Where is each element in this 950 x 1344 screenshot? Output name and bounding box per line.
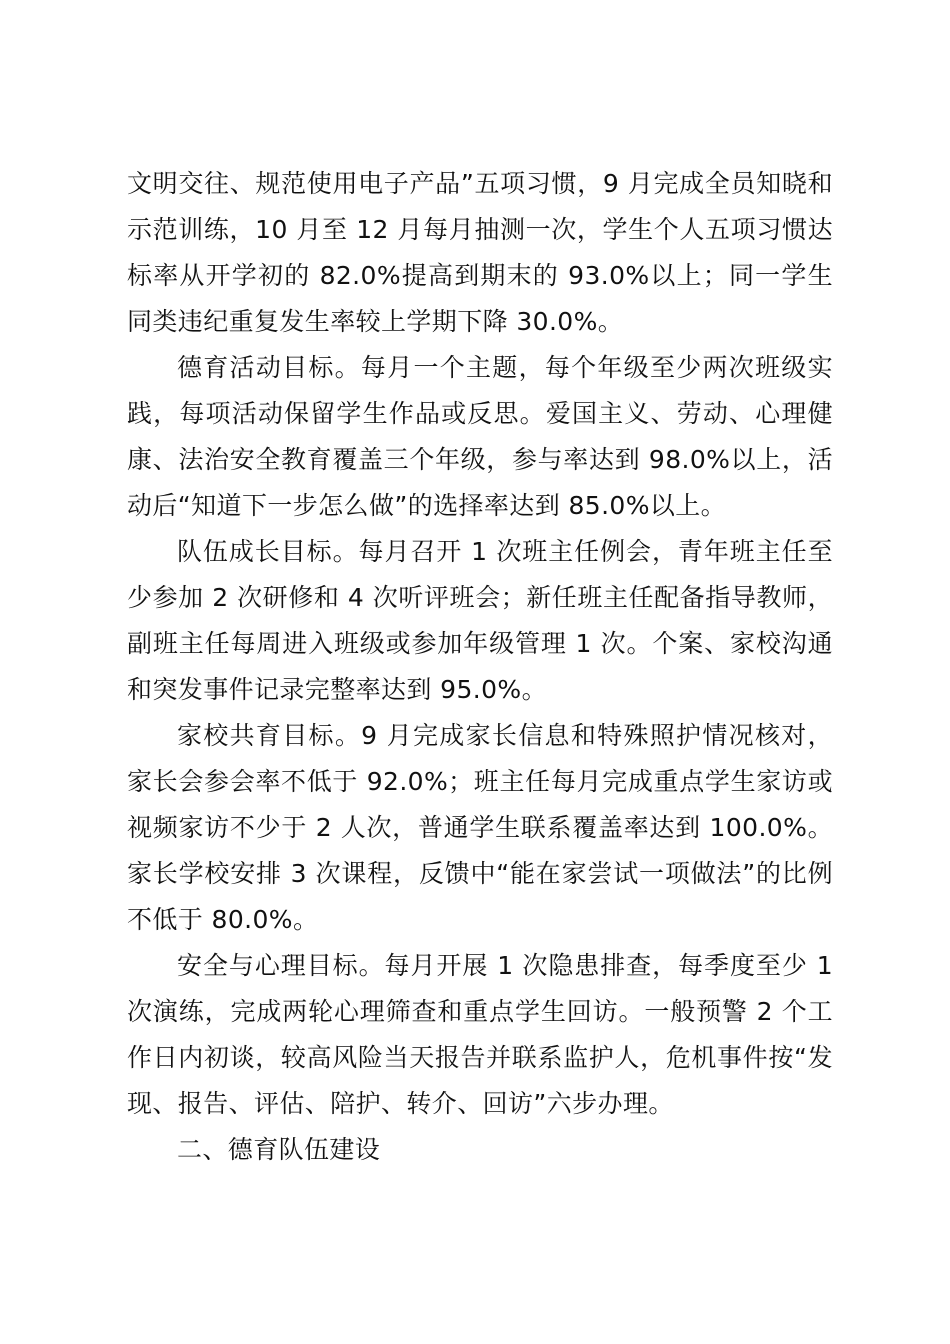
paragraph-home-school-goal: 家校共育目标。9 月完成家长信息和特殊照护情况核对，家长会参会率不低于 92.0%；班主任每月完成重点学生家访或视频家访不少于 2 人次，普通学生联系覆盖率达到 100.0%。家长学校安排 3 次课程，反馈中“能在家尝试一项做法”的比例不低于 80.0%。 (127, 721, 833, 934)
section-heading-team-building: 二、德育队伍建设 (177, 1135, 381, 1164)
document-body (127, 161, 833, 1173)
paragraph-safety-psychology-goal: 安全与心理目标。每月开展 1 次隐患排查，每季度至少 1 次演练，完成两轮心理筛查和重点学生回访。一般预警 2 个工作日内初谈，较高风险当天报告并联系监护人，危机事件按“发现、报告、评估、陪护、转介、回访”六步办理。 (127, 951, 833, 1118)
paragraph-moral-activity-goal: 德育活动目标。每月一个主题，每个年级至少两次班级实践，每项活动保留学生作品或反思。爱国主义、劳动、心理健康、法治安全教育覆盖三个年级，参与率达到 98.0%以上，活动后“知道下一步怎么做”的选择率达到 85.0%以上。 (127, 353, 833, 520)
paragraph-habits-continued: 文明交往、规范使用电子产品”五项习惯，9 月完成全员知晓和示范训练，10 月至 12 月每月抽测一次，学生个人五项习惯达标率从开学初的 82.0%提高到期末的 93.0%以上；同一学生同类违纪重复发生率较上学期下降 30.0%。 (127, 169, 833, 336)
paragraph-team-growth-goal: 队伍成长目标。每月召开 1 次班主任例会，青年班主任至少参加 2 次研修和 4 次听评班会；新任班主任配备指导教师，副班主任每周进入班级或参加年级管理 1 次。个案、家校沟通和突发事件记录完整率达到 95.0%。 (127, 537, 833, 704)
